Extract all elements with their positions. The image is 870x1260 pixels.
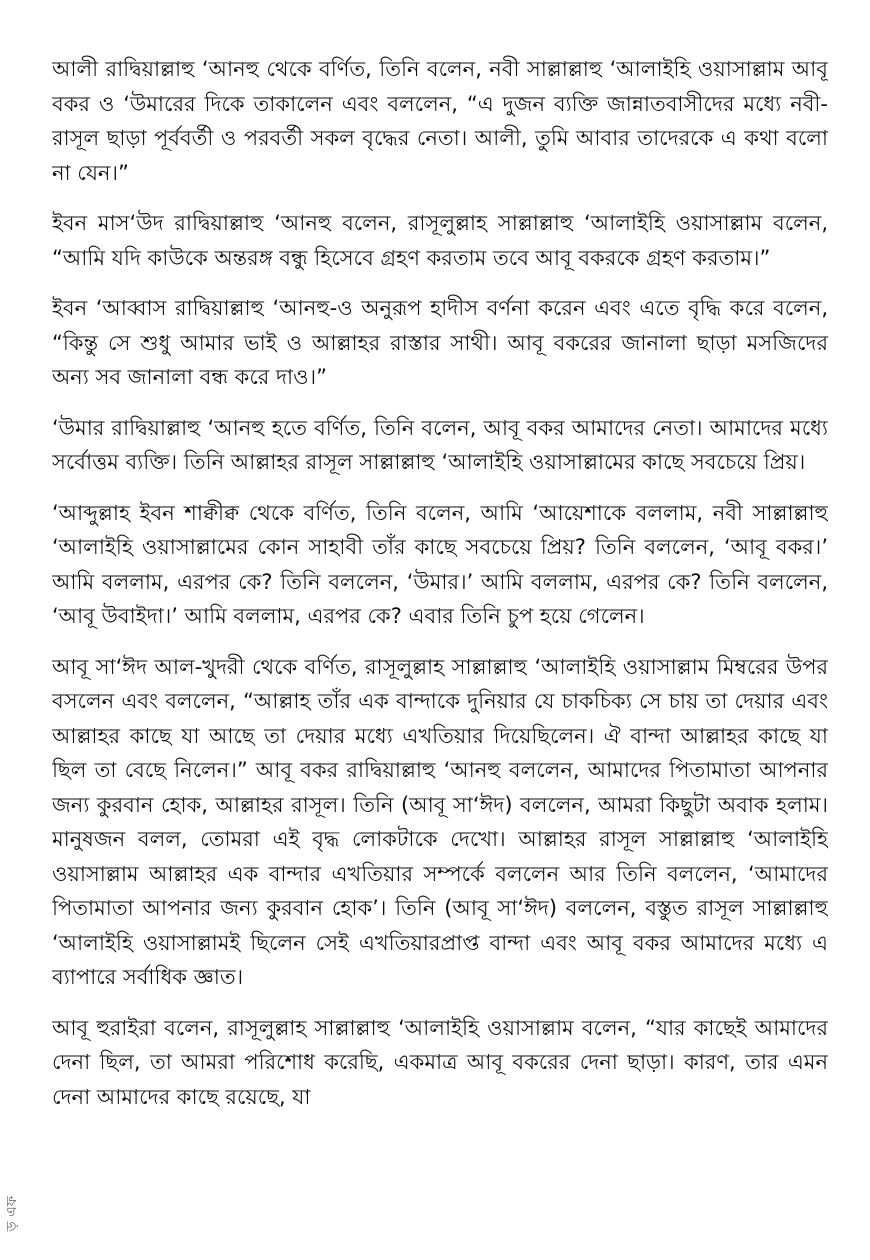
margin-mark: ড় এফ — [4, 1196, 20, 1232]
paragraph-3: ইবন ‘আব্বাস রাদ্বিয়াল্লাহু ‘আনহু-ও অনুরূপ হাদীস বর্ণনা করেন এবং এতে বৃদ্ধি করে বলেন, “কিন্তু সে শুধু আমার ভাই ও আল্লাহর রাস্তার সাথী। আবূ বকরের জানালা ছাড়া মসজিদের অন্য সব জানালা বন্ধ করে দাও।” — [52, 296, 828, 389]
paragraph-1: আলী রাদ্বিয়াল্লাহু ‘আনহু থেকে বর্ণিত, তিনি বলেন, নবী সাল্লাল্লাহু ‘আলাইহি ওয়াসাল্লাম আবূ বকর ও ‘উমারের দিকে তাকালেন এবং বললেন, “এ দুজন ব্যক্তি জান্নাতবাসীদের মধ্যে নবী-রাসূল ছাড়া পূর্ববর্তী ও পরবর্তী সকল বৃদ্ধের নেতা। আলী, তুমি আবার তাদেরকে এ কথা বলো না যেন।” — [52, 57, 828, 185]
document-page — [52, 52, 828, 1252]
paragraph-2: ইবন মাস‘উদ রাদ্বিয়াল্লাহু ‘আনহু বলেন, রাসূলুল্লাহ সাল্লাল্লাহু ‘আলাইহি ওয়াসাল্লাম বলেন, “আমি যদি কাউকে অন্তরঙ্গ বন্ধু হিসেবে গ্রহণ করতাম তবে আবূ বকরকে গ্রহণ করতাম।” — [52, 211, 828, 270]
paragraph-4: ‘উমার রাদ্বিয়াল্লাহু ‘আনহু হতে বর্ণিত, তিনি বলেন, আবূ বকর আমাদের নেতা। আমাদের মধ্যে সর্বোত্তম ব্যক্তি। তিনি আল্লাহর রাসূল সাল্লাল্লাহু ‘আলাইহি ওয়াসাল্লামের কাছে সবচেয়ে প্রিয়। — [52, 415, 828, 474]
paragraph-5: ‘আব্দুল্লাহ ইবন শাক্বীক্ব থেকে বর্ণিত, তিনি বলেন, আমি ‘আয়েশাকে বললাম, নবী সাল্লাল্লাহু ‘আলাইহি ওয়াসাল্লামের কোন সাহাবী তাঁর কাছে সবচেয়ে প্রিয়? তিনি বললেন, ‘আবূ বকর।’ আমি বললাম, এরপর কে? তিনি বললেন, ‘উমার।’ আমি বললাম, এরপর কে? তিনি বললেন, ‘আবূ উবাইদা।’ আমি বললাম, এরপর কে? এবার তিনি চুপ হয়ে গেলেন। — [52, 500, 828, 628]
paragraph-6: আবূ সা‘ঈদ আল-খুদরী থেকে বর্ণিত, রাসূলুল্লাহ সাল্লাল্লাহু ‘আলাইহি ওয়াসাল্লাম মিম্বরের উপর বসলেন এবং বললেন, “আল্লাহ তাঁর এক বান্দাকে দুনিয়ার যে চাকচিক্য সে চায় তা দেয়ার এবং আল্লাহর কাছে যা আছে তা দেয়ার মধ্যে এখতিয়ার দিয়েছিলেন। ঐ বান্দা আল্লাহর কাছে যা ছিল তা বেছে নিলেন।” আবূ বকর রাদ্বিয়াল্লাহু ‘আনহু বললেন, আমাদের পিতামাতা আপনার জন্য কুরবান হোক, আল্লাহর রাসূল। তিনি (আবূ সা‘ঈদ) বললেন, আমরা কিছুটা অবাক হলাম। মানুষজন বলল, তোমরা এই বৃদ্ধ লোকটাকে দেখো। আল্লাহর রাসূল সাল্লাল্লাহু ‘আলাইহি ওয়াসাল্লাম আল্লাহর এক বান্দার এখতিয়ার সম্পর্কে বললেন আর তিনি বললেন, ‘আমাদের পিতামাতা আপনার জন্য কুরবান হোক’। তিনি (আবূ সা‘ঈদ) বললেন, বস্তুত রাসূল সাল্লাল্লাহু ‘আলাইহি ওয়াসাল্লামই ছিলেন সেই এখতিয়ারপ্রাপ্ত বান্দা এবং আবূ বকর আমাদের মধ্যে এ ব্যাপারে সর্বাধিক জ্ঞাত। — [52, 654, 828, 989]
paragraph-7: আবূ হুরাইরা বলেন, রাসূলুল্লাহ সাল্লাল্লাহু ‘আলাইহি ওয়াসাল্লাম বলেন, “যার কাছেই আমাদের দেনা ছিল, তা আমরা পরিশোধ করেছি, একমাত্র আবূ বকরের দেনা ছাড়া। কারণ, তার এমন দেনা আমাদের কাছে রয়েছে, যা — [52, 1015, 828, 1109]
